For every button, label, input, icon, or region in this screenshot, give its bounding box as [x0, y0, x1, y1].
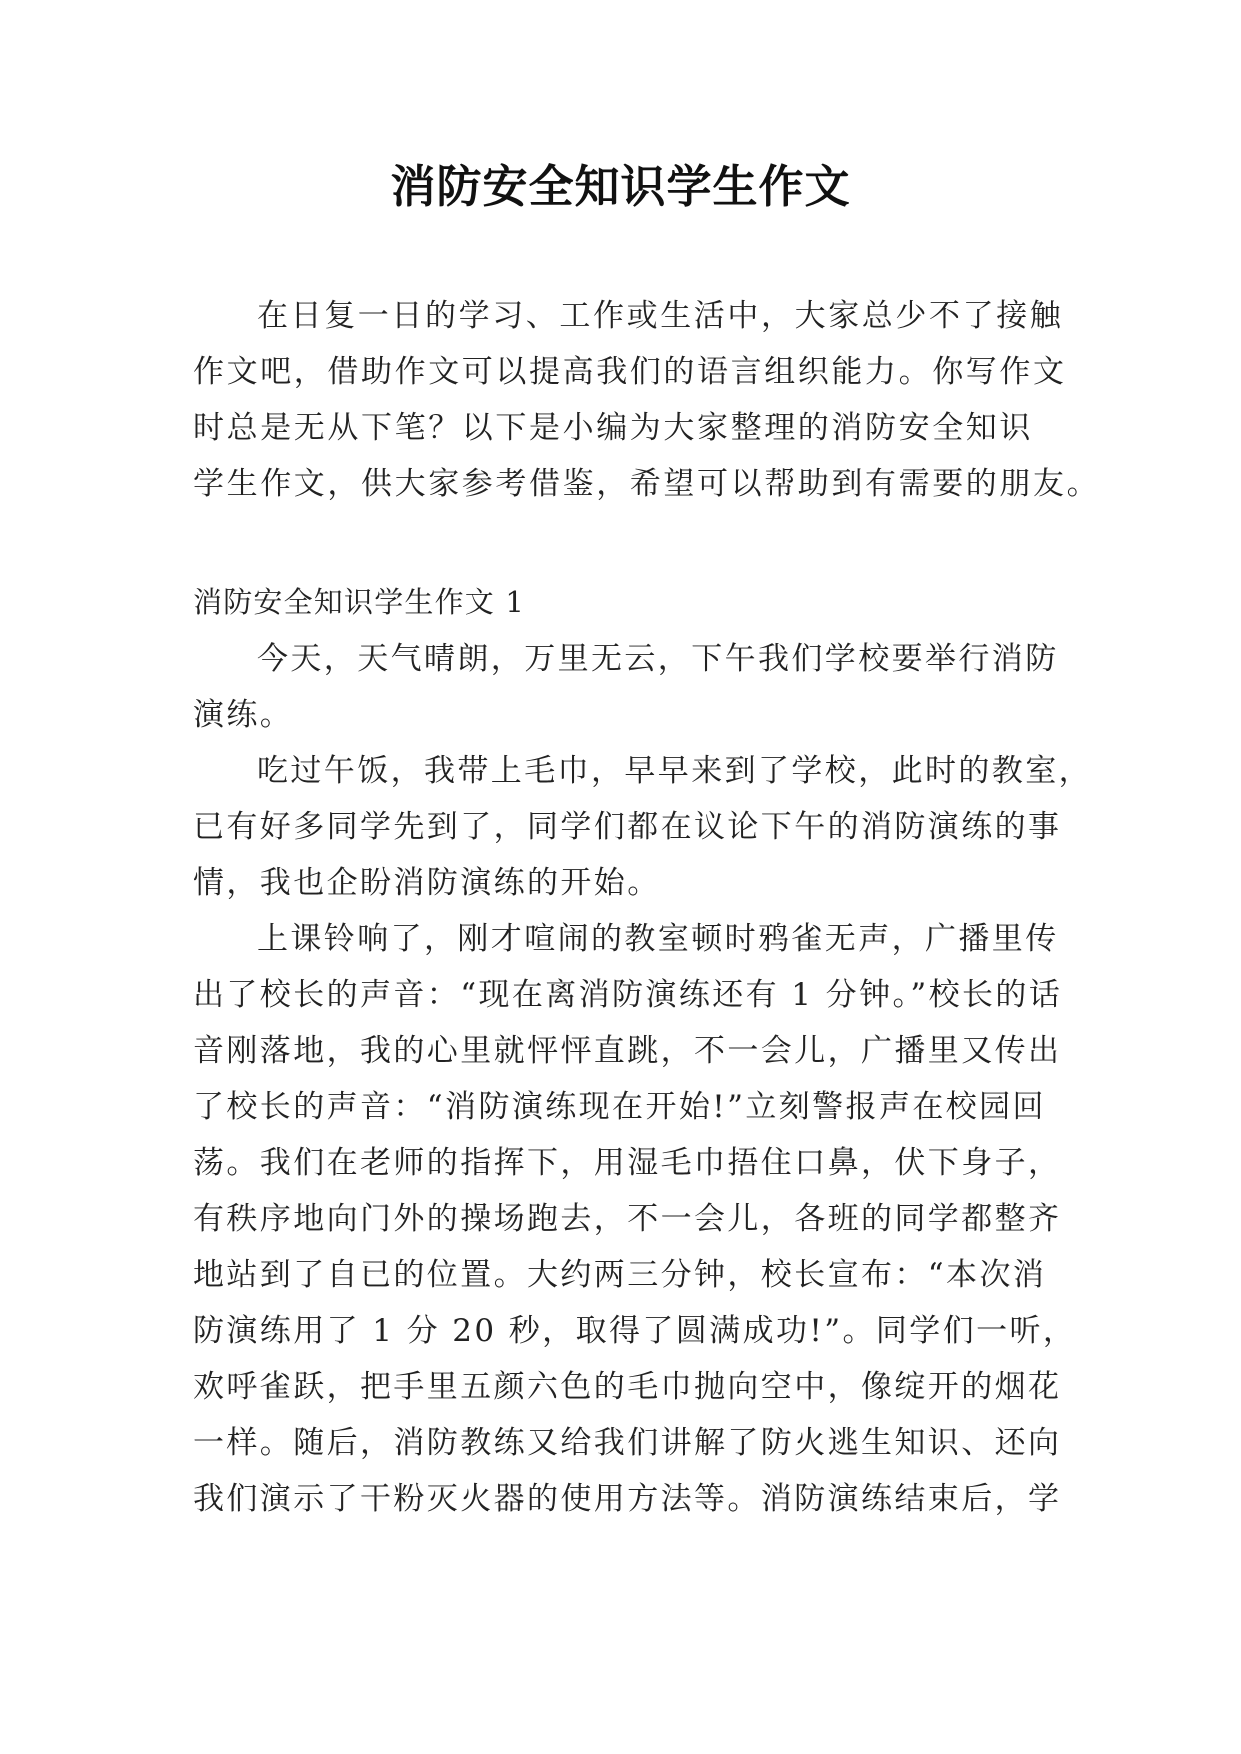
intro-line: 在日复一日的学习、工作或生活中，大家总少不了接触 — [257, 298, 1064, 334]
intro-paragraph — [193, 288, 1101, 512]
essay-line: 我们演示了干粉灭火器的使用方法等。消防演练结束后，学 — [193, 1481, 1062, 1517]
intro-line: 作文吧，借助作文可以提高我们的语言组织能力。你写作文 — [193, 354, 1067, 390]
essay-line: 情，我也企盼消防演练的开始。 — [193, 865, 661, 901]
essay-line: 欢呼雀跃，把手里五颜六色的毛巾抛向空中，像绽开的烟花 — [193, 1369, 1062, 1405]
essay-body — [193, 631, 1092, 1527]
essay-line: 有秩序地向门外的操场跑去，不一会儿，各班的同学都整齐 — [193, 1201, 1062, 1237]
essay-line: 已有好多同学先到了，同学们都在议论下午的消防演练的事 — [193, 809, 1062, 845]
essay-line: 音刚落地，我的心里就怦怦直跳，不一会儿，广播里又传出 — [193, 1033, 1062, 1069]
essay-line: 荡。我们在老师的指挥下，用湿毛巾捂住口鼻，伏下身子， — [193, 1145, 1062, 1181]
essay-line: 地站到了自已的位置。大约两三分钟，校长宣布：“本次消 — [193, 1257, 1047, 1293]
essay-line: 吃过午饭，我带上毛巾，早早来到了学校，此时的教室， — [257, 753, 1092, 789]
intro-line: 时总是无从下笔？以下是小编为大家整理的消防安全知识 — [193, 410, 1033, 446]
essay-line: 一样。随后，消防教练又给我们讲解了防火逃生知识、还向 — [193, 1425, 1062, 1461]
essay-line: 了校长的声音：“消防演练现在开始!”立刻警报声在校园回 — [193, 1089, 1046, 1125]
essay-line: 防演练用了 1 分 20 秒，取得了圆满成功!”。同学们一听， — [193, 1313, 1077, 1349]
essay-line: 出了校长的声音：“现在离消防演练还有 1 分钟。”校长的话 — [193, 977, 1063, 1013]
essay-line: 上课铃响了，刚才喧闹的教室顿时鸦雀无声，广播里传 — [257, 921, 1059, 957]
essay-line: 演练。 — [193, 697, 294, 733]
section-heading: 消防安全知识学生作文 1 — [193, 585, 526, 619]
intro-line: 学生作文，供大家参考借鉴，希望可以帮助到有需要的朋友。 — [193, 466, 1101, 502]
essay-line: 今天，天气晴朗，万里无云，下午我们学校要举行消防 — [257, 641, 1059, 677]
document-title: 消防安全知识学生作文 — [390, 160, 851, 213]
